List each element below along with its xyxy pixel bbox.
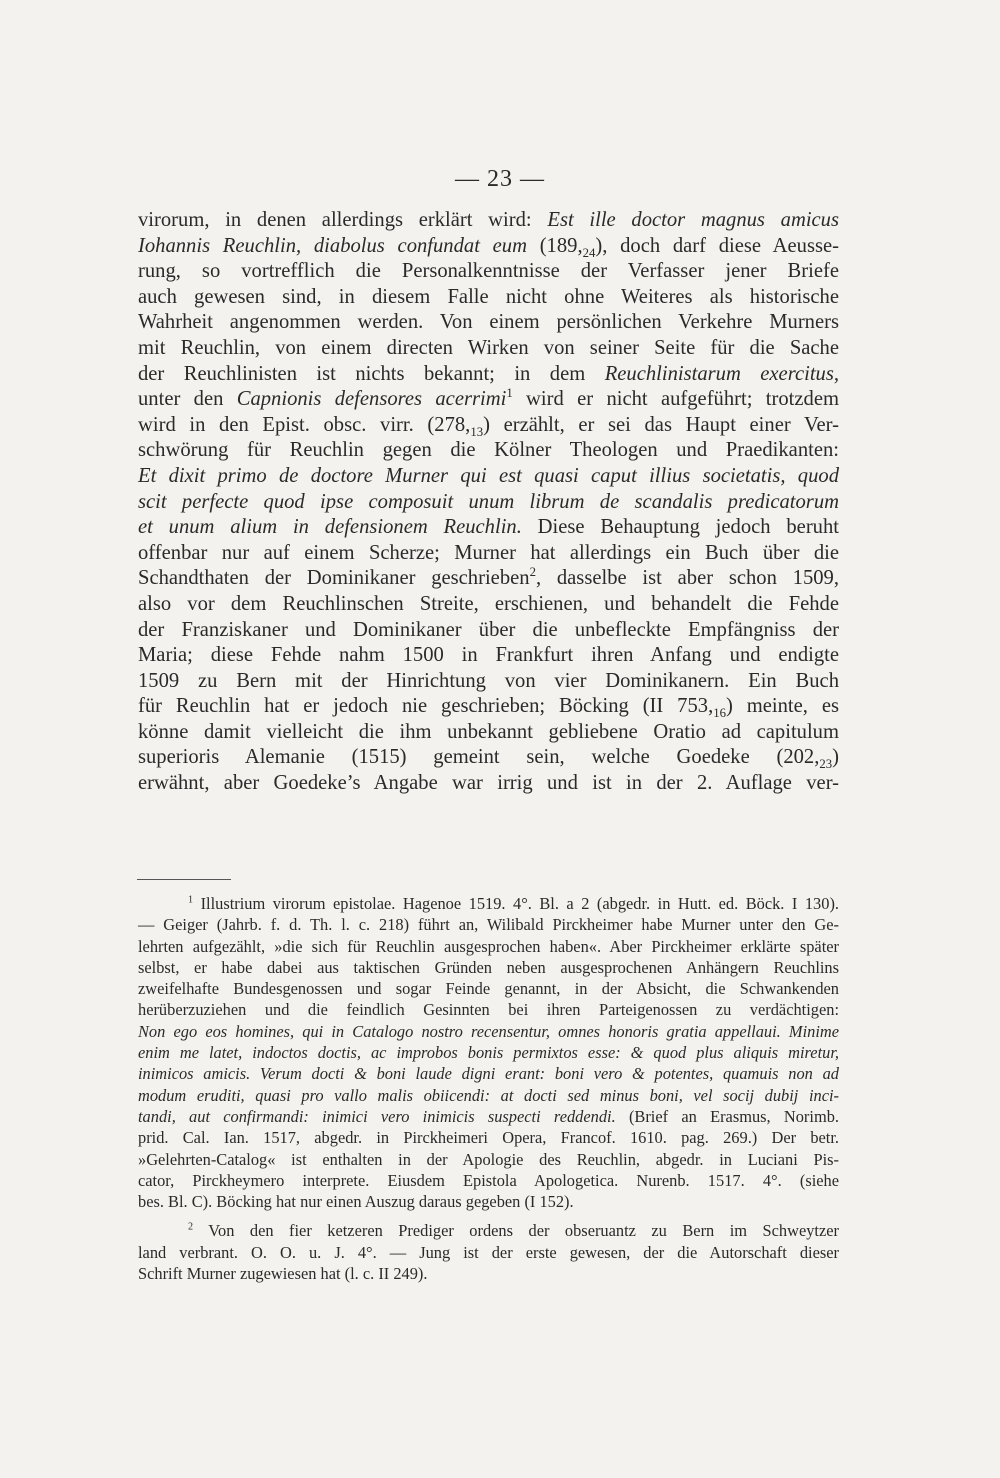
body-line-17: der Franziskaner und Dominikaner über die unbefleckte Empfängniss der	[138, 618, 839, 641]
footnotes	[138, 893, 839, 1284]
footnote-1-line-10	[138, 1085, 839, 1106]
body-text-run: ) erzählt, er sei das Haupt einer Ver-	[483, 413, 839, 436]
body-line-4: auch gewesen sind, in diesem Falle nicht ohne Weiteres als historische	[138, 285, 839, 308]
footnote-1-line-5: zweifelhafte Bundesgenossen und sogar Feinde genannt, in der Absicht, die Schwankenden	[138, 979, 839, 999]
body-text-run: unter den	[138, 388, 237, 411]
latin-quote: modum eruditi, quasi pro vallo malis obiicendi: at docti sed minus boni, vel socij dubij inci-	[138, 1085, 839, 1105]
body-text-run: Diese Behauptung jedoch beruht	[521, 516, 839, 539]
footnote-2-marker: 2	[188, 1221, 194, 1233]
latin-quote: tandi, aut confirmandi: inimici vero inimicis suspecti reddendi.	[138, 1106, 616, 1126]
footnote-1-line-7	[138, 1021, 839, 1042]
body-line-14: offenbar nur auf einem Scherze; Murner hat allerdings ein Buch über die	[138, 541, 839, 564]
footnote-2-line-1	[138, 1220, 839, 1241]
main-paragraph	[138, 208, 839, 797]
body-line-18: Maria; diese Fehde nahm 1500 in Frankfurt ihren Anfang und endigte	[138, 644, 839, 667]
body-line-15	[138, 566, 839, 592]
footnote-2-line-3: Schrift Murner zugewiesen hat (l. c. II 249).	[138, 1264, 428, 1284]
page-number: — 23 —	[455, 166, 545, 192]
citation-subscript: 13	[470, 424, 484, 439]
body-line-2	[138, 234, 839, 260]
footnote-text-run: (Brief an Erasmus, Norimb.	[615, 1106, 839, 1126]
body-line-9	[138, 413, 839, 439]
body-line-3: rung, so vortrefflich die Personalkenntnisse der Verfasser jener Briefe	[138, 260, 839, 283]
body-text-run: virorum, in denen allerdings erklärt wird:	[138, 209, 548, 231]
body-text-run: ) meinte, es	[725, 695, 840, 718]
latin-quote: Est ille doctor magnus amicus	[547, 209, 839, 231]
footnote-text-run: Illustrium virorum epistolae. Hagenoe 1519. 4°. Bl. a 2 (abgedr. in Hutt. ed. Böck. I 130).	[193, 894, 839, 913]
citation-subscript: 16	[713, 706, 726, 721]
body-line-7	[138, 362, 839, 388]
footnote-1-line-11	[138, 1106, 839, 1127]
body-line-5: Wahrheit angenommen werden. Von einem persönlichen Verkehre Murners	[138, 311, 839, 334]
body-line-1	[138, 208, 839, 234]
body-line-23: erwähnt, aber Goedeke’s Angabe war irrig und ist in der 2. Auflage ver-	[138, 772, 839, 795]
body-line-13	[138, 515, 839, 541]
footnote-1-line-2: — Geiger (Jahrb. f. d. Th. l. c. 218) führt an, Wilibald Pirckheimer habe Murner unter den Ge-	[138, 915, 839, 935]
footnote-1-marker: 1	[188, 894, 194, 906]
body-line-10: schwörung für Reuchlin gegen die Kölner Theologen und Praedikanten:	[138, 439, 839, 462]
footnote-ref-1[interactable]: 1	[506, 386, 513, 401]
body-text-run: )	[832, 746, 839, 769]
body-line-8	[138, 387, 839, 413]
latin-quote: Non ego eos homines, qui in Catalogo nostro recensentur, omnes honoris gratia appellaui. Minime	[138, 1021, 839, 1041]
footnote-ref-2[interactable]: 2	[529, 565, 536, 580]
latin-quote: inimicos amicis. Verum docti & boni laude digni erant: boni vero & potentes, quamuis non ad	[138, 1064, 839, 1084]
latin-quote: Iohannis Reuchlin, diabolus confundat eum	[138, 234, 527, 257]
footnote-separator	[137, 879, 231, 880]
body-line-20	[138, 694, 839, 720]
footnote-1-line-15: bes. Bl. C). Böcking hat nur einen Auszug daraus gegeben (I 152).	[138, 1192, 574, 1212]
citation-subscript: 24	[582, 245, 596, 260]
body-line-16: also vor dem Reuchlinschen Streite, erschienen, und behandelt die Fehde	[138, 592, 839, 615]
body-text-run: wird er nicht aufgeführt; trotzdem	[512, 388, 839, 411]
body-line-21: könne damit vielleicht die ihm unbekannt gebliebene Oratio ad capitulum	[138, 720, 839, 743]
body-text-run: für Reuchlin hat er jedoch nie geschrieben; Böcking (II 753,	[138, 695, 714, 718]
body-line-22	[138, 745, 839, 771]
footnote-1-line-9	[138, 1063, 839, 1084]
footnote-1-line-14: cator, Pirckheymero interprete. Eiusdem Epistola Apologetica. Nurenb. 1517. 4°. (siehe	[138, 1170, 839, 1190]
body-text-run: (189,	[526, 234, 583, 257]
body-line-11	[138, 464, 839, 490]
latin-quote: enim me latet, indoctos doctis, ac improbos bonis permixtos esse: & quod plus aliquis miretur,	[138, 1043, 839, 1063]
body-text-run: ), doch darf diese Aeusse-	[595, 234, 839, 257]
body-text-run: Schandthaten der Dominikaner geschrieben	[138, 567, 530, 590]
body-line-12	[138, 490, 839, 516]
footnote-text-run: Von den fier ketzeren Prediger ordens der obseruantz zu Bern im Schweytzer	[193, 1221, 839, 1241]
citation-subscript: 23	[819, 757, 833, 772]
footnote-gap	[138, 1212, 839, 1220]
body-line-19: 1509 zu Bern mit der Hinrichtung von vier Dominikanern. Ein Buch	[138, 669, 839, 692]
footnote-2-line-2: land verbrant. O. O. u. J. 4°. — Jung ist der erste gewesen, der die Autorschaft dieser	[138, 1242, 839, 1262]
footnote-1-line-8	[138, 1042, 839, 1063]
footnote-1-line-12: prid. Cal. Ian. 1517, abgedr. in Pirckheimeri Opera, Francof. 1610. pag. 269.) Der betr.	[138, 1128, 839, 1148]
body-text-run: superioris Alemanie (1515) gemeint sein, welche Goedeke (202,	[138, 746, 820, 769]
body-line-6: mit Reuchlin, von einem directen Wirken von seiner Seite für die Sache	[138, 336, 839, 359]
latin-quote: et unum alium in defensionem Reuchlin.	[138, 516, 522, 539]
latin-quote: scit perfecte quod ipse composuit unum librum de scandalis predicatorum	[138, 490, 839, 513]
footnote-1-line-3: lehrten aufgezählt, »die sich für Reuchlin ausgesprochen haben«. Aber Pirckheimer erklärte später	[138, 936, 839, 956]
footnote-1-line-6: herüberzuziehen und die feindlich Gesinnten bei ihren Parteigenossen zu verdächtigen:	[138, 1000, 839, 1020]
latin-quote: Capnionis defensores acerrimi	[236, 388, 507, 411]
footnote-1-line-13: »Gelehrten-Catalog« ist enthalten in der Apologie des Reuchlin, abgedr. in Luciani Pis-	[138, 1149, 839, 1169]
body-text-run: der Reuchlinisten ist nichts bekannt; in dem	[138, 362, 605, 385]
body-text-run: , dasselbe ist aber schon 1509,	[535, 567, 839, 590]
footnote-1-line-1	[138, 893, 839, 914]
body-text-run: wird in den Epist. obsc. virr. (278,	[138, 413, 471, 436]
latin-quote: Et dixit primo de doctore Murner qui est quasi caput illius societatis, quod	[138, 464, 839, 487]
latin-quote: Reuchlinistarum exercitus,	[604, 362, 839, 385]
footnote-1-line-4: selbst, er habe dabei aus taktischen Gründen neben ausgesprochenen Anhängern Reuchlins	[138, 957, 839, 977]
